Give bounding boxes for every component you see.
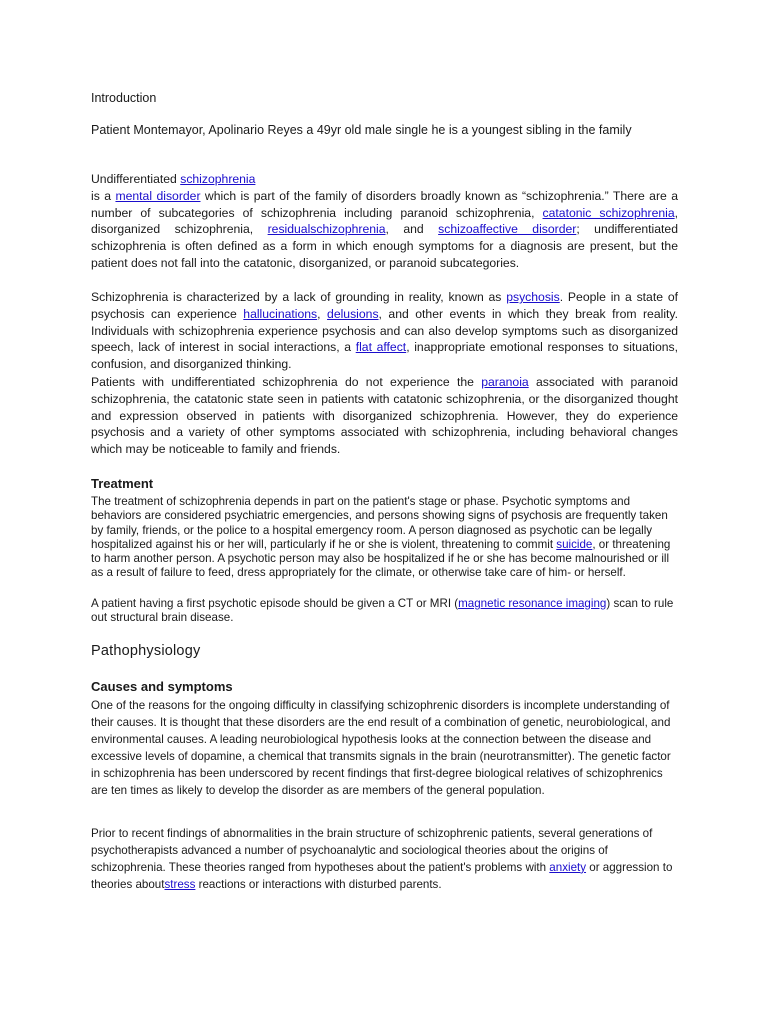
psychosis-text-2: . People in a state of psychosis can experience — [91, 290, 678, 321]
treatment-text-2: , or threatening to harm another person. A psychotic person may also be hospitalized if he or she has become malnourished or ill as a result of failure to feed, dress appropriately for the climate, or otherwise take care of him- or herself. — [91, 537, 671, 580]
undiff-text-4: , and — [385, 222, 439, 237]
link-paranoia[interactable]: paranoia — [481, 375, 529, 389]
link-hallucinations[interactable]: hallucinations — [243, 306, 318, 321]
psychosis-text-5: , inappropriate emotional responses to situations, confusion, and disorganized thinking. — [91, 340, 678, 372]
link-catatonic-schizophrenia[interactable]: catatonic schizophrenia — [542, 205, 675, 220]
treatment-text-1: The treatment of schizophrenia depends in part on the patient's stage or phase. Psychotic symptoms and behaviors are considered psychiatric emergencies, and persons showing signs of psychosis are frequently taken by family, friends, or the police to a hospital emergency room. A person diagnosed as psychotic can be legally hospitalized against his or her will, particularly if he or she is violent, threatening to commit — [91, 495, 668, 551]
paranoia-paragraph — [91, 374, 678, 458]
undiff-text-1: is a — [91, 188, 116, 203]
undiff-text-5: ; undifferentiated schizophrenia is often defined as a form in which enough symptoms for a diagnosis are present, but the patient does not fall into the catatonic, disorganized, or paranoid subcategories. — [91, 222, 678, 270]
link-residual-schizophrenia[interactable]: residualschizophrenia — [267, 222, 386, 237]
psychosis-text-1: Schizophrenia is characterized by a lack of grounding in reality, known as — [91, 290, 507, 304]
link-delusions[interactable]: delusions — [327, 306, 379, 321]
link-anxiety[interactable]: anxiety — [549, 860, 587, 874]
paranoia-text-2: associated with paranoid schizophrenia, the catatonic state seen in patients with catatonic schizophrenia, or the disorganized thought and expression observed in patients with disorganized schizophrenia. However, they do experience psychosis and a variety of other symptoms associated with schizophrenia, including behavioral changes which may be noticeable to family and friends. — [91, 375, 678, 457]
treatment-heading: Treatment — [91, 476, 154, 491]
link-mental-disorder[interactable]: mental disorder — [115, 188, 201, 203]
patient-info: Patient Montemayor, Apolinario Reyes a 49yr old male single he is a youngest sibling in the family — [91, 123, 632, 137]
psychosis-text-3: , — [317, 306, 328, 321]
undiff-text-2: which is part of the family of disorders broadly known as “schizophrenia.” There are a number of subcategories of schizophrenia including paranoid schizophrenia, — [91, 188, 678, 220]
prior-text-2: or aggression to theories about — [91, 860, 673, 891]
link-psychosis[interactable]: psychosis — [506, 290, 560, 304]
undiff-text-3: , disorganized schizophrenia, — [91, 205, 679, 237]
undifferentiated-paragraph — [91, 171, 678, 272]
prior-findings-paragraph — [91, 826, 678, 894]
link-schizoaffective-disorder[interactable]: schizoaffective disorder — [438, 222, 577, 237]
mri-text-1: A patient having a first psychotic episode should be given a CT or MRI ( — [91, 597, 459, 610]
link-suicide[interactable]: suicide — [556, 537, 593, 551]
pathophysiology-heading: Pathophysiology — [91, 643, 201, 659]
introduction-heading: Introduction — [91, 91, 157, 105]
mri-text-2: ) scan to rule out structural brain disease. — [91, 597, 674, 625]
mri-paragraph — [91, 597, 678, 626]
link-flat-affect[interactable]: flat affect — [355, 340, 407, 355]
causes-paragraph: One of the reasons for the ongoing difficulty in classifying schizophrenic disorders is incomplete understanding of their causes. It is thought that these disorders are the end result of a combination of genetic, neurobiological, and environmental causes. A leading neurobiological hypothesis looks at the connection between the disease and excessive levels of dopamine, a chemical that transmits signals in the brain (neurotransmitter). The genetic factor in schizophrenia has been underscored by recent findings that first-degree biological relatives of schizophrenics are ten times as likely to develop the disorder as are members of the general population. — [91, 699, 671, 797]
prior-text-1: Prior to recent findings of abnormalities in the brain structure of schizophrenic patients, several generations of psychotherapists advanced a number of psychoanalytic and sociological theories about the origins of schizophrenia. These theories ranged from hypotheses about the patient's problems with — [91, 827, 653, 874]
link-magnetic-resonance-imaging[interactable]: magnetic resonance imaging — [458, 597, 607, 610]
link-stress[interactable]: stress — [164, 877, 196, 891]
undiff-lead: Undifferentiated — [91, 172, 181, 186]
prior-text-3: reactions or interactions with disturbed parents. — [195, 877, 442, 891]
psychosis-text-4: , and other events in which they break from reality. Individuals with schizophrenia experience psychosis and can also develop symptoms such as disorganized speech, lack of interest in social interactions, a — [91, 306, 678, 355]
link-schizophrenia[interactable]: schizophrenia — [180, 172, 256, 186]
treatment-paragraph — [91, 495, 678, 581]
paranoia-text-1: Patients with undifferentiated schizophrenia do not experience the — [91, 375, 482, 389]
causes-heading: Causes and symptoms — [91, 679, 233, 694]
psychosis-paragraph — [91, 289, 678, 373]
